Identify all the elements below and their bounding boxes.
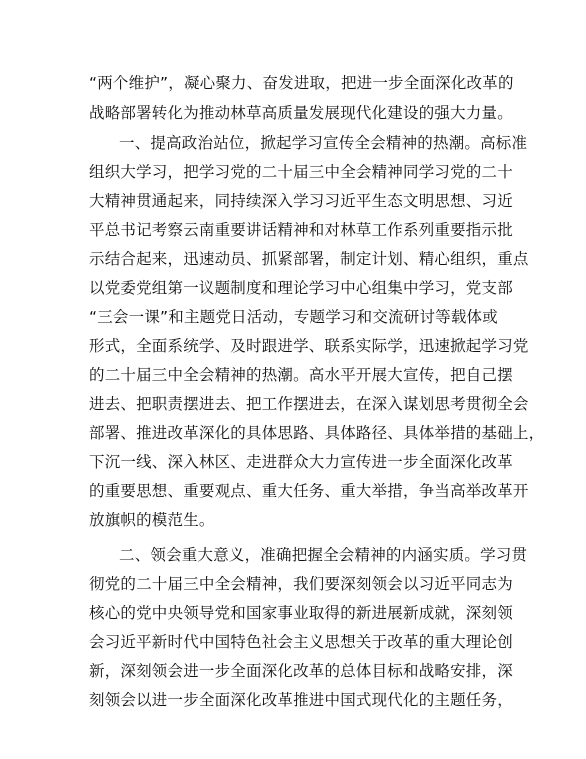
paragraph-2-line-7: “三会一课”和主题党日活动，专题学习和交流研讨等载体或 [89, 308, 498, 326]
paragraph-3-line-3: 核心的党中央领导党和国家事业取得的新进展新成就，深刻领 [89, 604, 513, 622]
paragraph-3-line-2: 彻党的二十届三中全会精神，我们要深刻领会以习近平同志为 [89, 575, 513, 593]
paragraph-2-line-9: 的二十届三中全会精神的热潮。高水平开展大宣传，把自己摆 [89, 366, 513, 384]
paragraph-2-line-14: 放旗帜的模范生。 [89, 511, 215, 529]
paragraph-2-line-2: 组织大学习，把学习党的二十届三中全会精神同学习党的二十 [89, 163, 513, 181]
paragraph-2-line-6: 以党委党组第一议题制度和理论学习中心组集中学习，党支部 [89, 279, 513, 297]
paragraph-3-line-6: 刻领会以进一步全面深化改革推进中国式现代化的主题任务， [89, 691, 513, 709]
paragraph-2-line-1: 一、提高政治站位，掀起学习宣传全会精神的热潮。高标准 [119, 134, 528, 152]
paragraph-2-line-13: 的重要思想、重要观点、重大任务、重大举措，争当高举改革开 [89, 482, 529, 500]
paragraph-2-line-3: 大精神贯通起来，同持续深入学习习近平生态文明思想、习近 [89, 192, 513, 210]
paragraph-3-line-1: 二、领会重大意义，准确把握全会精神的内涵实质。学习贯 [119, 546, 528, 564]
paragraph-2-line-12: 下沉一线、深入林区、走进群众大力宣传进一步全面深化改革 [89, 453, 513, 471]
paragraph-2-line-4: 平总书记考察云南重要讲话精神和对林草工作系列重要指示批 [89, 221, 513, 239]
paragraph-3-line-4: 会习近平新时代中国特色社会主义思想关于改革的重大理论创 [89, 633, 513, 651]
paragraph-2-line-10: 进去、把职责摆进去、把工作摆进去，在深入谋划思考贯彻全会 [89, 395, 529, 413]
paragraph-2-line-11: 部署、推进改革深化的具体思路、具体路径、具体举措的基础上， [89, 424, 545, 442]
paragraph-3-line-5: 新，深刻领会进一步全面深化改革的总体目标和战略安排，深 [89, 662, 513, 680]
paragraph-2-line-5: 示结合起来，迅速动员、抓紧部署，制定计划、精心组织，重点 [89, 250, 529, 268]
paragraph-2-line-8: 形式，全面系统学、及时跟进学、联系实际学，迅速掀起学习党 [89, 337, 529, 355]
paragraph-1-line-2: 战略部署转化为推动林草高质量发展现代化建设的强大力量。 [89, 104, 513, 122]
paragraph-1-line-1: “两个维护”，凝心聚力、奋发进取，把进一步全面深化改革的 [89, 74, 514, 92]
